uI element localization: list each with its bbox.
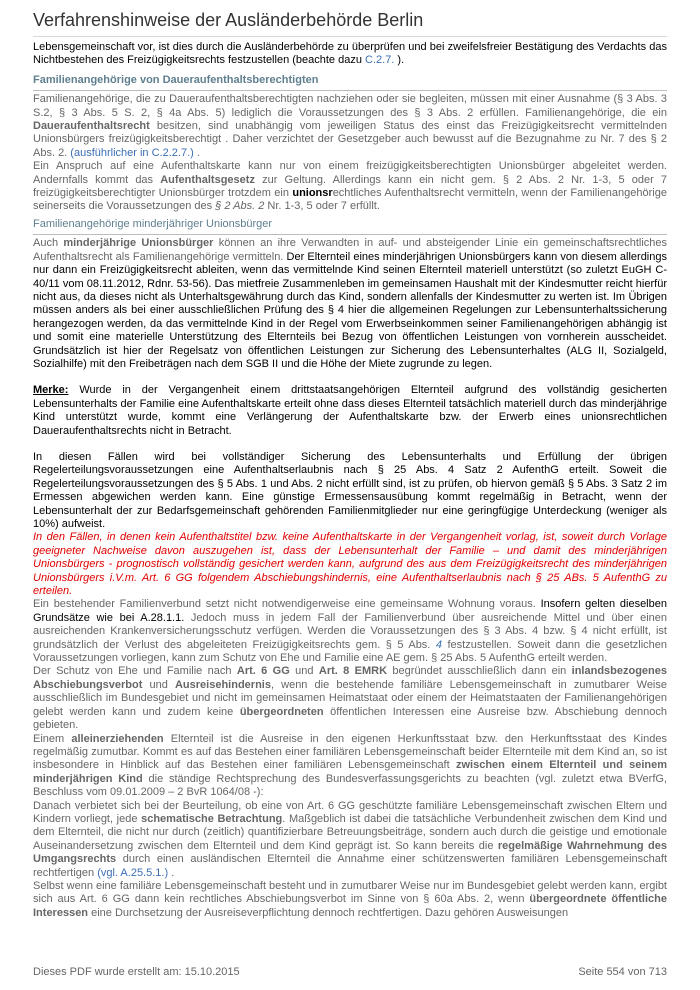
text-segment: die ständige Rechtsprechung des Bundesverfassungsgerichts zu beachten (vgl. zuletzt etwa BVerfG, Beschluss vom 09.01.2009 – 2 BvR 1064/08 -): — [33, 772, 667, 799]
text-segment: Auch — [33, 237, 64, 250]
bold-term: alleinerziehenden — [71, 732, 164, 745]
text-segment: festzustellen. Soweit dann die gesetzlichen Voraussetzungen vorliegen, kann zum Schutz von Ehe und Familie eine AE gem. § 25 Abs. 5 AufenthG erteilt werden. — [33, 638, 667, 665]
paragraph-merke — [33, 384, 667, 438]
text-segment: Nr. 1-3, 5 oder 7 erfüllt. — [264, 200, 380, 213]
spacer — [33, 438, 667, 451]
section-heading-daueraufenthalt: Familienangehörige von Daueraufenthaltsberechtigten — [33, 73, 319, 86]
text-segment: In den Fällen, in denen kein Aufenthaltstitel bzw. keine Aufenthaltskarte in der Vergangenheit vorlag, ist, soweit durch Vorlage geeigneter Nachweise davon auszugehen ist, dass der Lebensunterhalt der Familie – und damit des minderjährigen Unionsbürgers - prognostisch vollständig gesichert werden kann, aufgrund des aus dem Freizügigkeitsrecht des minderjährigen Unionsbürgers i.V.m. Art. 6 GG folgendem Abschiebungshindernis, eine Aufenthaltserlaubnis nach § 25 ABs. 5 AufenthG zu erteilen. — [33, 531, 667, 598]
paragraph-alleinerziehend — [33, 733, 667, 800]
paragraph-familienverbund — [33, 598, 667, 665]
pdf-created-date: Dieses PDF wurde erstellt am: 15.10.2015 — [33, 966, 240, 978]
bold-term: minderjährige Unionsbürger — [63, 237, 214, 250]
text-segment: Der Schutz von Ehe und Familie nach — [33, 665, 237, 678]
text-segment: Ein bestehender Familienverbund setzt nicht notwendigerweise eine gemeinsame Wohnung voraus. — [33, 598, 541, 611]
text-segment: begründet ausschließlich dann ein — [387, 665, 572, 678]
text-segment: Danach verbietet sich bei der Beurteilung, ob eine von Art. 6 GG geschützte familiäre Lebensgemeinschaft zwischen Eltern und Kindern vorliegt, jede — [33, 799, 667, 825]
paragraph-hinweis-rot — [33, 531, 667, 598]
text-segment: eine Durchsetzung der Ausreiseverpflichtung dennoch rechtfertigen. Dazu gehören Ausweisungen — [88, 906, 569, 919]
paragraph-aufenthaltserlaubnis — [33, 451, 667, 531]
spacer — [33, 371, 667, 384]
text-segment: und — [142, 678, 175, 691]
bold-term: Art. 8 EMRK — [318, 665, 388, 678]
text-segment: durch einen ausländischen Elternteil die Annahme einer schützenswerten familiären Lebensgemeinschaft rechtfertigen — [33, 853, 667, 879]
paragraph-schutz-ehe-familie — [33, 665, 667, 732]
paragraph-minderjaehrige-unionsbuerger — [33, 237, 667, 371]
paragraph-anspruch-aufenthaltskarte — [33, 160, 667, 214]
merke-label: Merke: — [33, 384, 69, 397]
text-segment: können an ihre Verwandten in auf- und absteigender Linie ein gemeinschaftsrechtliches Aufenthaltsrecht als Familienangehörige vermitteln. — [33, 237, 667, 263]
text-segment: Insofern gelten dieselben Grundsätze wie bei A.28.1.1. — [33, 598, 667, 624]
text-segment: Einem — [33, 732, 72, 745]
text-segment: und — [289, 665, 319, 678]
paragraph-schematische-betrachtung — [33, 800, 667, 880]
bold-term: regelmäßige Wahrnehmung des Umgangsrechts — [33, 839, 667, 866]
section-heading-minderjaehrige: Familienangehörige minderjähriger Unionsbürger — [33, 217, 273, 230]
section-divider — [33, 234, 667, 235]
bold-term: Daueraufenthaltsrecht — [33, 120, 150, 133]
text-segment: . Maßgeblich ist dabei die tatsächliche Verbundenheit zwischen dem Kind und dem Elternteil, die nicht nur durch (zeitlich) quantifizierbare Betreuungsbeiträge, sondern auch durch die geistige und emotionale Auseinandersetzung zwischen dem Elternteil und dem Kind geprägt ist. So kann bereits die — [33, 812, 667, 852]
text-segment: Familienangehörige, die zu Daueraufenthaltsberechtigten nachziehen oder sie begleiten, müssen mit einer Ausnahme (§ 3 Abs. 3 S.2, § 3 Abs. 5 S. 2, § 4a Abs. 5) lediglich die Voraussetzungen des § 3 Abs. 2 erfüllen. Familienangehörige, die ein — [33, 93, 667, 119]
text-segment: öffentlichen Interessen eine Ausreise bzw. Abschiebung dennoch gebieten. — [33, 705, 667, 732]
text-segment: zur Geltung. Allerdings kann ein nicht gem. § 2 Abs. 2 Nr. 1-3, 5 oder 7 freizügigkeitsberechtigter Unionsbürger trotzdem ein — [33, 173, 668, 200]
text-segment: Lebensgemeinschaft vor, ist dies durch die Ausländerbehörde zu überprüfen und bei zweifelsfreier Bestätigung des Verdachts das Nichtbestehen des Freizügigkeitsrechts festzustellen (beachte dazu — [33, 41, 667, 67]
bold-term: zwischen einem Elternteil und seinem minderjährigen Kind — [33, 759, 667, 785]
text-segment: Elternteil ist die Ausreise in den eigenen Herkunftsstaat bzw. den Herkunftsstaat des Kindes regelmäßig zumutbar. Kommt es auf das Bestehen einer familiären Lebensgemeinschaft beider Elternteile mit dem Kind an, so ist insbesondere in Hinblick auf das Bestehen einer familiären Lebensgemeinschaft — [33, 732, 667, 772]
page-title: Verfahrenshinweise der Ausländerbehörde Berlin — [33, 10, 667, 37]
bold-term: inlandsbezogenes Abschiebungsverbot — [33, 665, 668, 691]
document-body — [33, 41, 667, 920]
text-segment: echtliches Aufenthaltsrecht vermitteln, wenn der Familienangehörige seinerseits die Voraussetzungen des — [33, 187, 667, 213]
bold-term: Aufenthaltsgesetz — [160, 173, 255, 186]
text-segment: ). — [394, 54, 405, 67]
paragraph-familienangehoerige — [33, 93, 667, 160]
paragraph-lebensgemeinschaft — [33, 41, 667, 68]
text-segment: In diesen Fällen wird bei vollständiger Sicherung des Lebensunterhalts und Erfüllung der übrigen Regelerteilungsvoraussetzungen eine Aufenthaltserlaubnis nach § 25 Abs. 4 Satz 2 AufenthG erteilt. Soweit die Regelerteilungsvoraussetzungen des § 5 Abs. 1 und Abs. 2 nicht erfüllt sind, ist zu prüfen, ob hiervon gemäß § 5 Abs. 3 Satz 2 im Ermessen abgewichen werden kann. Eine günstige Ermessensausübung kommt regelmäßig in Betracht, wenn der Lebensunterhalt der zur Bedarfsgemeinschaft gehörenden Familienmitglieder nur eine geringfügige Unterdeckung (weniger als 10%) aufweist. — [33, 450, 667, 530]
text-segment: . — [168, 866, 175, 879]
bold-term: übergeordnete öffentliche Interessen — [33, 893, 668, 919]
text-segment: besitzen, sind unabhängig vom jeweiligen Status des einst das Freizügigkeitsrecht vermittelnden Unionsbürgers freizügigkeitsberechtigt . Daher verzichtet der Gesetzgeber auch bewusst auf die Bezugnahme zu Nr. 7 des § 2 Abs. 2. — [33, 120, 667, 159]
text-segment: , wenn die bestehende familiäre Lebensgemeinschaft in zumutbarer Weise ausschließlich im Bundesgebiet und nicht im gemeinsamen Heimatstaat oder einem der Heimatstaaten der Familienangehörigen gelebt werden kann und zudem keine — [33, 678, 667, 718]
link-c2227[interactable]: (ausführlicher in C.2.2.7.) — [70, 146, 194, 159]
link-section-4[interactable]: 4 — [435, 638, 442, 651]
text-segment: Jedoch muss in jedem Fall der Familienverbund über ausreichende Mittel und über einen ausreichenden Krankenversicherungsschutz verfügen. Werden die Voraussetzungen des § 3 Abs. 4 bzw. § 4 nicht erfüllt, ist grundsätzlich der Verlust des abgeleiteten Freizügigkeitsrechts gem. § 5 Abs. — [33, 611, 667, 651]
page-number: Seite 554 von 713 — [578, 966, 667, 978]
text-segment: Ein Anspruch auf eine Aufenthaltskarte kann nur von einem freizügigkeitsberechtigten Unionsbürger abgeleitet werden. Andernfalls kommt das — [33, 160, 667, 186]
bold-term: Art. 6 GG — [236, 665, 290, 678]
text-segment: Selbst wenn eine familiäre Lebensgemeinschaft besteht und in zumutbarer Weise nur im Bundesgebiet gelebt werden kann, ergibt sich aus Art. 6 GG dann kein rechtliches Abschiebungsverbot im Sinne von § 60a Abs. 2, wenn — [33, 879, 667, 906]
bold-term: Ausreisehindernis — [174, 678, 271, 691]
paragraph-uebergeordnete-interessen — [33, 880, 667, 920]
italic-term: § 2 Abs. 2 — [215, 200, 265, 213]
text-segment: . — [193, 146, 200, 159]
bold-term: schematische Betrachtung — [141, 812, 283, 825]
section-divider — [33, 90, 667, 91]
bold-term: übergeordneten — [239, 705, 324, 718]
text-segment: Wurde in der Vergangenheit einem drittstaatsangehörigen Elternteil aufgrund des vollständig gesicherten Lebensunterhalts der Familie eine Aufenthaltskarte erteilt ohne dass dieses Elternteil tatsächlich materiell durch das minderjährige Kind unterstützt wurde, kommt eine Verlängerung der Aufenthaltskarte bzw. der Erwerb eines unionsrechtlichen Daueraufenthaltsrechts nicht in Betracht. — [33, 384, 667, 437]
text-segment: Der Elternteil eines minderjährigen Unionsbürgers kann von diesem allerdings nur dann ein Freizügigkeitsrecht ableiten, wenn das vermittelnde Kind seinen Elternteil materiell unterstützt (so zuletzt EuGH C-40/11 vom 08.11.2012, Rdnr. 53-56). Das mietfreie Zusammenleben im gemeinsamen Haushalt mit der Kindesmutter reicht hierfür nicht aus, da dieses nicht als Unterhaltsgewährung durch das Kind, sondern allenfalls der Kindesmutter zu werten ist. Im Übrigen müssen anders als bei einer ausschließlichen Prüfung des § 4 hier die allgemeinen Regelungen zur Lebensunterhaltssicherung herangezogen werden, da das vermittelnde Kind in der Regel vom Erwerbseinkommen seiner Familienangehörigen abhängig ist und somit eine materielle Unterstützung des Elternteils bei Bezug von öffentlichen Leistungen von vornherein ausscheidet. Grundsätzlich ist hier der Regelsatz von öffentlichen Leistungen zur Sicherung des Lebensunterhaltes (ALG II, Sozialgeld, Sozialhilfe) mit den Freibeträgen nach dem SGB II und die Höhe der Miete zugrunde zu legen. — [33, 250, 667, 370]
link-c27[interactable]: C.2.7. — [365, 54, 395, 67]
bold-term: unionsr — [292, 187, 333, 200]
link-a2551[interactable]: (vgl. A.25.5.1.) — [97, 866, 169, 879]
